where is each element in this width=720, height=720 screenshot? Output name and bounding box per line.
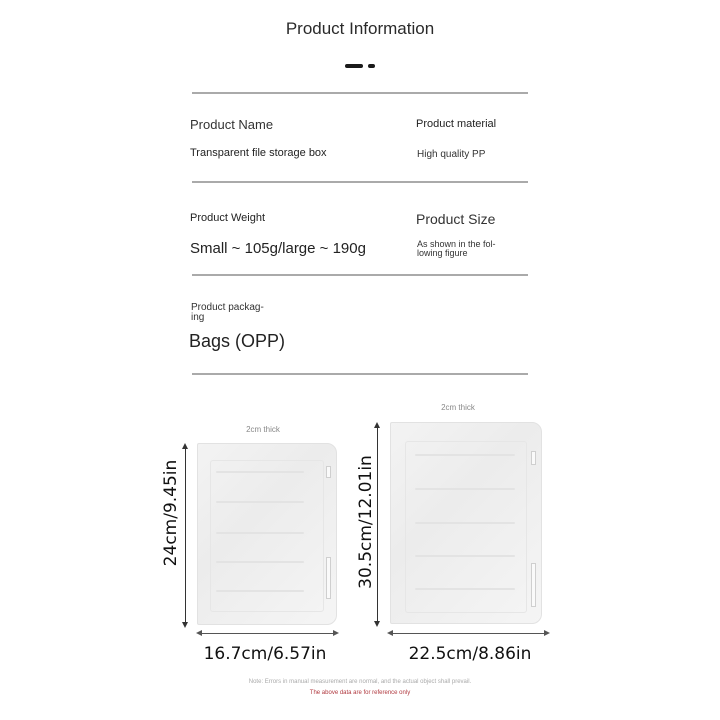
divider	[192, 181, 528, 183]
small-box-image	[197, 443, 337, 625]
large-box-thickness: 2cm thick	[441, 403, 475, 412]
page-title: Product Information	[285, 19, 435, 38]
product-size-value-line2: lowing figure	[417, 248, 468, 258]
arrow-right-icon	[333, 630, 339, 636]
product-size-label: Product Size	[416, 211, 496, 227]
large-width-label: 22.5cm/8.86in	[408, 644, 532, 664]
arrow-down-icon	[182, 622, 188, 628]
arrow-up-icon	[374, 422, 380, 428]
title-decoration-dot	[368, 64, 375, 68]
product-name-value: Transparent file storage box	[190, 147, 327, 159]
reference-note: The above data are for reference only	[309, 690, 411, 696]
small-box-thickness: 2cm thick	[246, 425, 280, 434]
product-material-label: Product material	[416, 118, 497, 130]
product-packaging-value: Bags (OPP)	[189, 331, 286, 351]
product-weight-label: Product Weight	[190, 212, 266, 224]
product-packaging-label-line2: ing	[191, 312, 205, 323]
divider	[192, 373, 528, 375]
small-width-dim-line	[200, 633, 334, 634]
large-box-image	[390, 422, 542, 624]
small-height-label: 24cm/9.45in	[161, 459, 181, 567]
measurement-note: Note: Errors in manual measurement are normal, and the actual object shall prevail.	[248, 679, 472, 685]
product-weight-value: Small ~ 105g/large ~ 190g	[190, 240, 366, 257]
product-material-value: High quality PP	[417, 149, 486, 160]
title-decoration	[345, 64, 363, 68]
arrow-down-icon	[374, 621, 380, 627]
large-width-dim-line	[391, 633, 545, 634]
divider	[192, 274, 528, 276]
product-packaging-label-line1: Product packag-	[191, 302, 264, 313]
product-size-value-line1: As shown in the fol-	[417, 239, 496, 249]
arrow-right-icon	[544, 630, 550, 636]
arrow-left-icon	[387, 630, 393, 636]
small-width-label: 16.7cm/6.57in	[203, 644, 327, 664]
divider	[192, 92, 528, 94]
product-name-label: Product Name	[190, 117, 274, 132]
small-height-dim-line	[185, 447, 186, 623]
arrow-left-icon	[196, 630, 202, 636]
large-height-label: 30.5cm/12.01in	[356, 455, 376, 589]
